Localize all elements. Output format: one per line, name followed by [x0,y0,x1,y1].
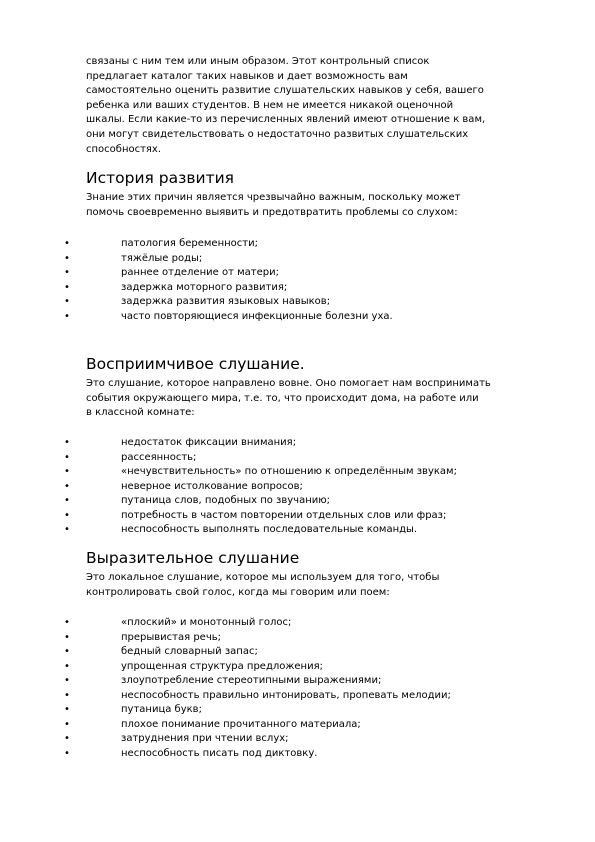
bullet-icon: • [64,617,70,628]
description-line: события окружающего мира, т.е. то, что происходит дома, на работе или [86,392,479,404]
list-item-text: раннее отделение от матери; [121,267,279,278]
list-item-text: прерывистая речь; [121,631,221,643]
list-item [0,266,595,281]
list-item [0,494,595,509]
bullet-icon: • [64,310,70,322]
bullet-icon: • [64,238,70,249]
bullet-icon: • [64,296,70,307]
list-item [0,674,595,689]
description-line: помочь своевременно выявить и предотвратить проблемы со слухом: [86,206,458,218]
bullet-list-receptive-listening [0,436,595,538]
list-item [0,281,595,296]
list-item [0,252,595,267]
bullet-icon: • [64,524,70,535]
list-item-text: неспособность правильно интонировать, пропевать мелодии; [121,689,451,701]
intro-line: способностях. [86,143,162,155]
bullet-icon: • [64,675,70,686]
list-item [0,732,595,747]
description-line: Знание этих причин является чрезвычайно важным, поскольку может [86,192,461,203]
description-line: Это локальное слушание, которое мы используем для того, чтобы [86,572,440,583]
bullet-list-expressive-listening [0,616,595,761]
list-item [0,451,595,466]
intro-line: они могут свидетельствовать о недостаточно развитых слушательских [86,128,469,140]
list-item-text: тяжёлые роды; [121,252,203,264]
bullet-icon: • [64,631,70,643]
list-item-text: потребность в частом повторении отдельных слов или фраз; [121,509,447,521]
intro-line: самостоятельно оценить развитие слушательских навыков у себя, вашего [86,85,484,97]
list-item-text: часто повторяющиеся инфекционные болезни уха. [121,310,393,322]
intro-paragraph [86,55,556,157]
intro-line: шкалы. Если какие-то из перечисленных явлений имеют отношение к вам, [86,114,486,126]
intro-line: предлагает каталог таких навыков и дает возможность вам [86,70,408,82]
section-description [86,377,556,421]
section-description [86,571,556,600]
list-item [0,718,595,733]
description-line: Это слушание, которое направлено вовне. Оно помогает нам воспринимать [86,378,491,389]
list-item [0,480,595,495]
list-item [0,237,595,252]
bullet-icon: • [64,747,70,759]
list-item-text: неверное истолкование вопросов; [121,480,303,492]
list-item-text: «нечувствительность» по отношению к определённым звукам; [121,466,457,477]
list-item-text: злоупотребление стереотипными выражениями; [121,675,382,686]
bullet-icon: • [64,466,70,477]
description-line: в классной комнате: [86,407,195,419]
list-item-text: плохое понимание прочитанного материала; [121,718,361,730]
bullet-icon: • [64,646,70,657]
section-title-receptive-listening: Восприимчивое слушание. [86,355,305,373]
bullet-icon: • [64,689,70,701]
list-item [0,747,595,762]
bullet-icon: • [64,451,70,463]
list-item-text: затруднения при чтении вслух; [121,733,289,744]
section-title-expressive-listening: Выразительное слушание [86,549,300,567]
bullet-icon: • [64,704,70,715]
list-item [0,631,595,646]
list-item [0,689,595,704]
bullet-icon: • [64,495,70,506]
description-line: контролировать свой голос, когда мы говорим или поем: [86,586,390,598]
list-item [0,645,595,660]
list-item-text: неспособность писать под диктовку. [121,747,318,759]
list-item-text: «плоский» и монотонный голос; [121,617,292,628]
list-item-text: недостаток фиксации внимания; [121,437,297,448]
list-item-text: задержка моторного развития; [121,281,288,293]
list-item [0,310,595,325]
list-item-text: патология беременности; [121,238,258,249]
list-item [0,703,595,718]
list-item [0,523,595,538]
list-item [0,616,595,631]
bullet-icon: • [64,252,70,264]
list-item-text: рассеянность; [121,451,197,463]
list-item-text: упрощенная структура предложения; [121,660,323,672]
bullet-icon: • [64,281,70,293]
intro-line: связаны с ним тем или иным образом. Этот контрольный список [86,56,430,67]
bullet-icon: • [64,509,70,521]
bullet-icon: • [64,718,70,730]
bullet-list-development-history [0,237,595,324]
section-title-development-history: История развития [86,169,235,187]
list-item [0,295,595,310]
list-item-text: бедный словарный запас; [121,646,258,657]
list-item-text: неспособность выполнять последовательные команды. [121,524,418,535]
list-item [0,660,595,675]
bullet-icon: • [64,437,70,448]
list-item-text: путаница букв; [121,704,202,715]
list-item [0,465,595,480]
bullet-icon: • [64,480,70,492]
bullet-icon: • [64,733,70,744]
bullet-icon: • [64,660,70,672]
bullet-icon: • [64,267,70,278]
intro-line: ребенка или ваших студентов. В нем не имеется никакой оценочной [86,99,454,111]
list-item [0,436,595,451]
list-item [0,509,595,524]
section-description [86,191,556,220]
list-item-text: путаница слов, подобных по звучанию; [121,495,331,506]
list-item-text: задержка развития языковых навыков; [121,296,331,307]
